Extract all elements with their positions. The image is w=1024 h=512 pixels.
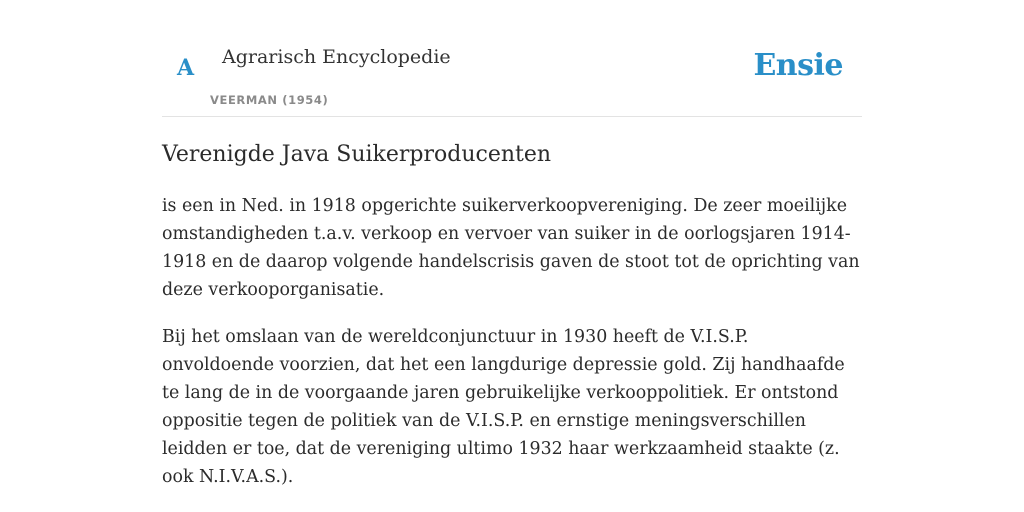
- page-header: [162, 0, 862, 117]
- index-letter[interactable]: A: [177, 55, 195, 81]
- article-paragraph-2: Bij het omslaan van de wereldconjunctuur in 1930 heeft de V.I.S.P. onvoldoende voorzien, dat het een langdurige depressie gold. Zij handhaafde te lang de in de voorgaande jaren gebruikelijke verkooppolitiek. Er ontstond oppositie tegen de politiek van de V.I.S.P. en ernstige meningsverschillen leidden er toe, dat de vereniging ultimo 1932 haar werkzaamheid staakte (z. ook N.I.V.A.S.).: [162, 327, 845, 487]
- book-title-link[interactable]: Agrarisch Encyclopedie: [222, 46, 451, 68]
- ensie-logo[interactable]: Ensie: [753, 48, 843, 83]
- article: [162, 139, 862, 491]
- book-author: VEERMAN (1954): [210, 93, 329, 107]
- article-title: Verenigde Java Suikerproducenten: [162, 142, 552, 167]
- article-paragraph-1: is een in Ned. in 1918 opgerichte suikerverkoopvereniging. De zeer moeilijke omstandigheden t.a.v. verkoop en vervoer van suiker in de oorlogsjaren 1914-1918 en de daarop volgende handelscrisis gaven de stoot tot de oprichting van deze verkooporganisatie.: [162, 196, 860, 300]
